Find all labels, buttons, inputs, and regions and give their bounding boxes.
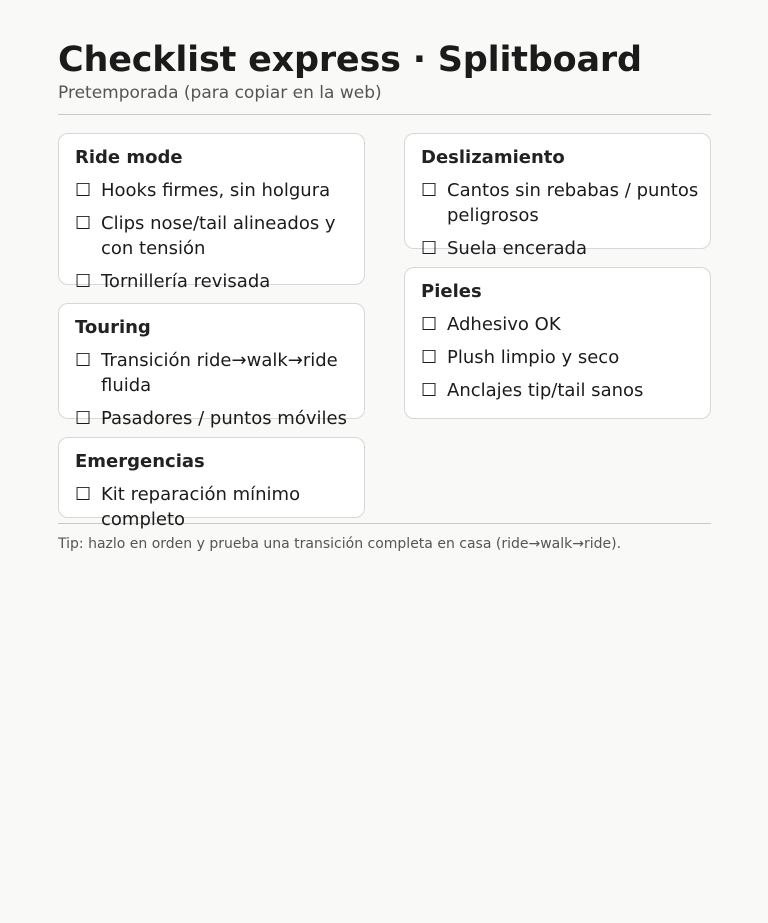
checkbox-icon[interactable]: ☐ — [421, 380, 438, 401]
checklist-item[interactable] — [75, 482, 349, 507]
footer-tip: Tip: hazlo en orden y prueba una transición completa en casa (ride→walk→ride). — [58, 536, 622, 552]
checklist-item-continuation — [75, 373, 349, 398]
checklist-item-label: peligrosos — [447, 205, 539, 226]
checklist-item-label: Tornillería revisada — [101, 271, 271, 292]
checklist-item-label: Clips nose/tail alineados y — [101, 213, 336, 234]
checklist — [421, 312, 695, 403]
checklist-item-label: Adhesivo OK — [447, 314, 561, 335]
card-title: Ride mode — [75, 147, 183, 168]
card-title: Pieles — [421, 281, 482, 302]
checklist — [75, 482, 349, 532]
checkbox-icon[interactable]: ☐ — [421, 314, 438, 335]
checklist-item-label: Anclajes tip/tail sanos — [447, 380, 644, 401]
checklist-item[interactable] — [421, 378, 695, 403]
checklist-item-label: Kit reparación mínimo — [101, 484, 301, 505]
checklist — [75, 178, 349, 294]
checklist-item-label: completo — [101, 509, 186, 530]
checklist-item[interactable] — [421, 312, 695, 337]
checklist-item-label: Plush limpio y seco — [447, 347, 620, 368]
checkbox-icon[interactable]: ☐ — [421, 238, 438, 259]
checklist-item-label: con tensión — [101, 238, 206, 259]
checklist-item[interactable] — [421, 345, 695, 370]
checklist-page — [58, 38, 711, 553]
checklist-item[interactable] — [75, 406, 349, 431]
card-title: Emergencias — [75, 451, 205, 472]
card-title: Deslizamiento — [421, 147, 565, 168]
checklist — [75, 348, 349, 431]
checklist — [421, 178, 699, 261]
checkbox-icon[interactable]: ☐ — [75, 213, 92, 234]
card-touring — [58, 303, 365, 429]
checklist-item-continuation — [421, 203, 695, 228]
page-title: Checklist express · Splitboard — [58, 40, 642, 80]
page-subtitle: Pretemporada (para copiar en la web) — [58, 83, 382, 103]
checkbox-icon[interactable]: ☐ — [75, 350, 92, 371]
checklist-item-label: Transición ride→walk→ride — [101, 350, 338, 371]
checkbox-icon[interactable]: ☐ — [75, 271, 92, 292]
checkbox-icon[interactable]: ☐ — [421, 347, 438, 368]
checkbox-icon[interactable]: ☐ — [421, 180, 438, 201]
checklist-item[interactable] — [75, 269, 349, 294]
checklist-item-label: fluida — [101, 375, 152, 396]
checkbox-icon[interactable]: ☐ — [75, 484, 92, 505]
checkbox-icon[interactable]: ☐ — [75, 180, 92, 201]
checklist-item[interactable] — [75, 211, 349, 236]
checklist-item[interactable] — [421, 178, 699, 203]
checkbox-icon[interactable]: ☐ — [75, 408, 92, 429]
checklist-item[interactable] — [421, 236, 695, 261]
checklist-item-label: Suela encerada — [447, 238, 588, 259]
card-title: Touring — [75, 317, 151, 338]
card-deslizamiento — [404, 133, 711, 259]
checklist-item-label: Hooks firmes, sin holgura — [101, 180, 331, 201]
card-emergencias — [58, 437, 365, 530]
checklist-item-label: Pasadores / puntos móviles — [101, 408, 347, 429]
checklist-grid — [58, 115, 711, 530]
checklist-item-label: Cantos sin rebabas / puntos — [447, 180, 699, 201]
checklist-item-continuation — [75, 236, 349, 261]
card-pieles — [404, 267, 711, 419]
checklist-item[interactable] — [75, 348, 349, 373]
card-ride-mode — [58, 133, 365, 292]
checklist-item[interactable] — [75, 178, 349, 203]
checklist-item-continuation — [75, 507, 349, 532]
